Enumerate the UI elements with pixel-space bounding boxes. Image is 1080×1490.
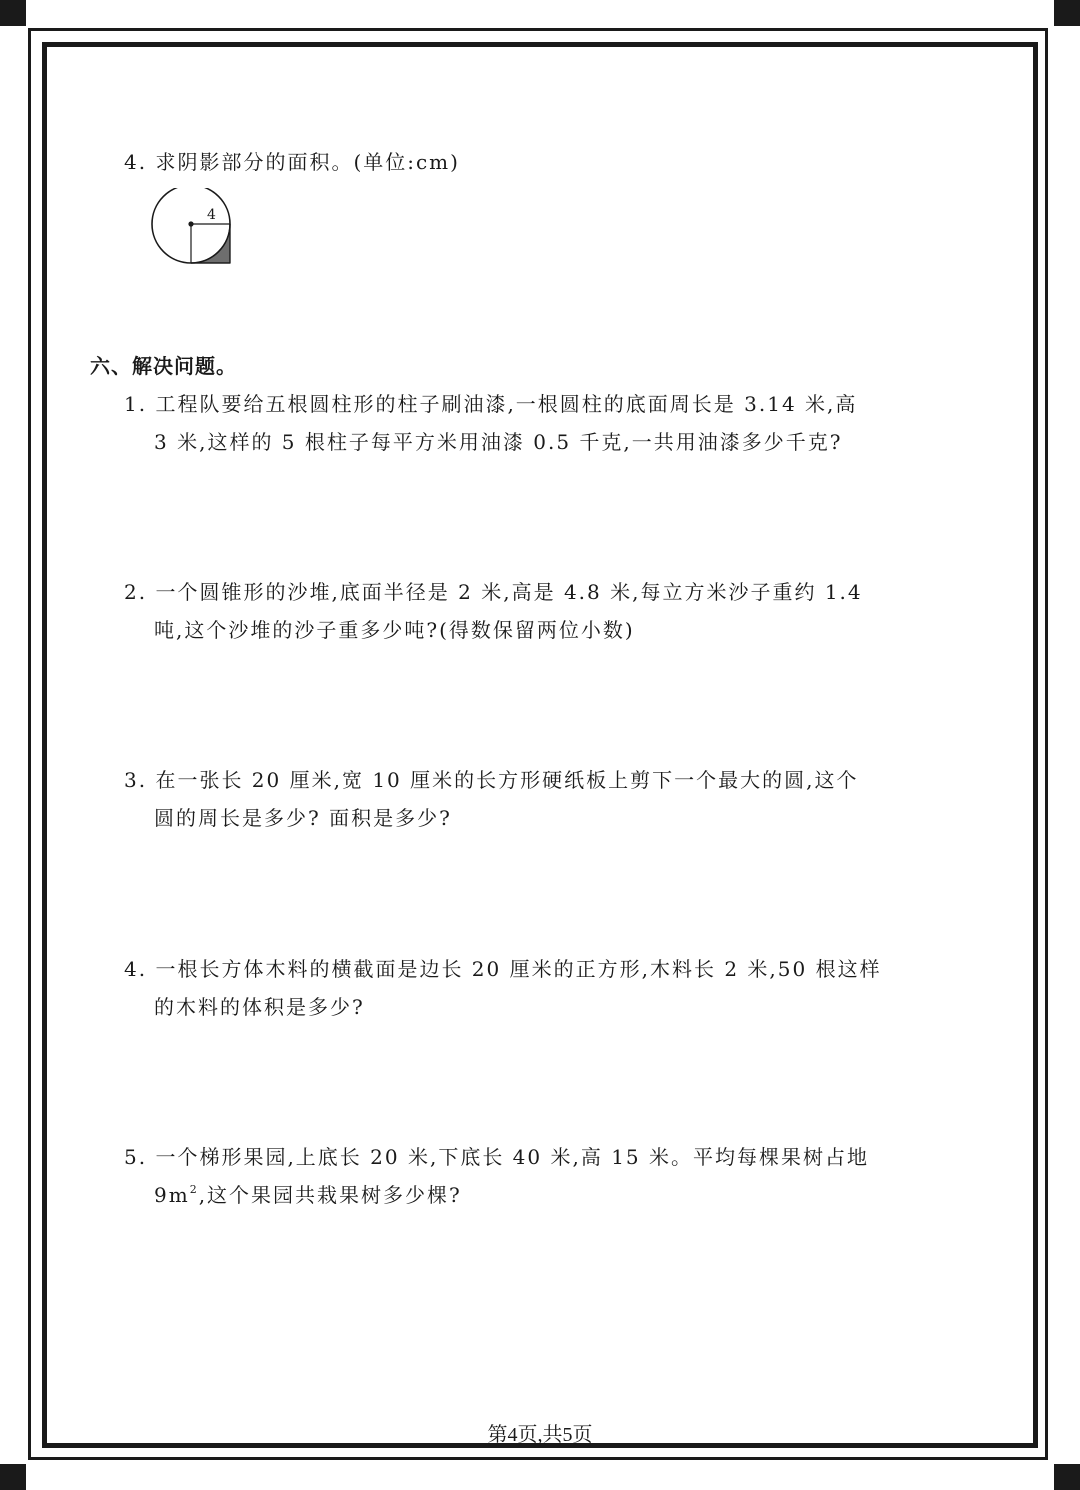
problem-4-line-2: 的木料的体积是多少? xyxy=(154,995,365,1019)
shaded-area-question: 4. 求阴影部分的面积。(单位:cm) xyxy=(124,150,460,174)
section-heading: 六、解决问题。 xyxy=(90,354,237,378)
problem-3-line-1: 3. 在一张长 20 厘米,宽 10 厘米的长方形硬纸板上剪下一个最大的圆,这个 xyxy=(124,768,859,792)
area-value: 9m xyxy=(154,1183,190,1207)
circle-figure xyxy=(150,188,240,274)
problem-3-line-2: 圆的周长是多少? 面积是多少? xyxy=(154,806,452,830)
problem-2-line-1: 2. 一个圆锥形的沙堆,底面半径是 2 米,高是 4.8 米,每立方米沙子重约 1.4 xyxy=(124,580,863,604)
corner-mark-bottom-right xyxy=(1054,1464,1080,1490)
radius-label: 4 xyxy=(207,207,216,223)
problem-5-line-1: 5. 一个梯形果园,上底长 20 米,下底长 40 米,高 15 米。平均每棵果树占地 xyxy=(124,1145,870,1169)
problem-5-line-2 xyxy=(154,1183,462,1207)
circle-diagram xyxy=(150,188,240,270)
problem-4-line-1: 4. 一根长方体木料的横截面是边长 20 厘米的正方形,木料长 2 米,50 根这样 xyxy=(124,957,882,981)
corner-mark-top-left xyxy=(0,0,26,26)
corner-mark-bottom-left xyxy=(0,1464,26,1490)
problem-1-line-1: 1. 工程队要给五根圆柱形的柱子刷油漆,一根圆柱的底面周长是 3.14 米,高 xyxy=(124,392,858,416)
center-dot xyxy=(188,221,193,226)
page-number: 第4页,共5页 xyxy=(487,1424,593,1446)
problem-5-question: ,这个果园共栽果树多少棵? xyxy=(198,1183,462,1207)
area-exponent: 2 xyxy=(189,1183,199,1196)
problem-1-line-2: 3 米,这样的 5 根柱子每平方米用油漆 0.5 千克,一共用油漆多少千克? xyxy=(154,430,843,454)
problem-2-line-2: 吨,这个沙堆的沙子重多少吨?(得数保留两位小数) xyxy=(154,618,635,642)
corner-mark-top-right xyxy=(1054,0,1080,26)
